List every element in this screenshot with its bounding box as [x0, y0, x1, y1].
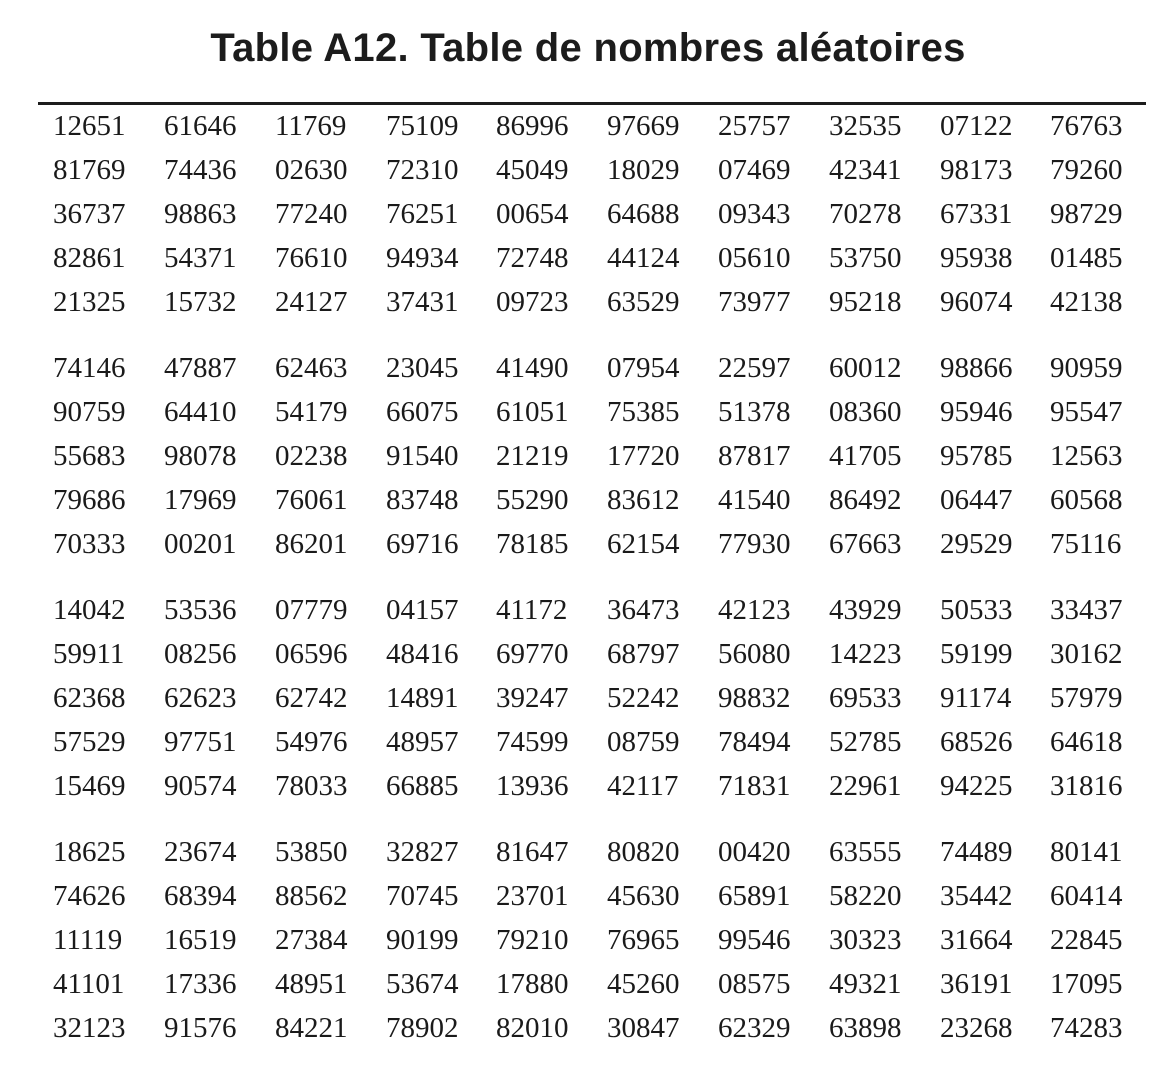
table-row: [0, 830, 1166, 874]
table-cell: 86201: [275, 528, 348, 560]
table-cell: 14891: [386, 682, 459, 714]
table-cell: 69770: [496, 638, 569, 670]
table-row: [0, 148, 1166, 192]
table-cell: 66075: [386, 396, 459, 428]
table-cell: 06596: [275, 638, 348, 670]
table-cell: 08360: [829, 396, 902, 428]
table-cell: 12651: [53, 110, 126, 142]
table-cell: 53536: [164, 594, 237, 626]
table-cell: 42117: [607, 770, 679, 802]
table-cell: 17880: [496, 968, 569, 1000]
table-cell: 41490: [496, 352, 569, 384]
page-title: Table A12. Table de nombres aléatoires: [210, 26, 966, 70]
table-row: [0, 874, 1166, 918]
table-row: [0, 104, 1166, 148]
table-cell: 18029: [607, 154, 680, 186]
table-cell: 90199: [386, 924, 459, 956]
table-cell: 74599: [496, 726, 569, 758]
table-cell: 18625: [53, 836, 126, 868]
table-cell: 70278: [829, 198, 902, 230]
table-cell: 14042: [53, 594, 126, 626]
table-cell: 17969: [164, 484, 237, 516]
table-cell: 75385: [607, 396, 680, 428]
table-cell: 60414: [1050, 880, 1123, 912]
table-cell: 41540: [718, 484, 791, 516]
table-cell: 07779: [275, 594, 348, 626]
table-cell: 77240: [275, 198, 348, 230]
table-cell: 91174: [940, 682, 1012, 714]
table-cell: 84221: [275, 1012, 348, 1044]
table-cell: 22597: [718, 352, 791, 384]
table-cell: 83748: [386, 484, 459, 516]
table-cell: 79686: [53, 484, 126, 516]
table-cell: 11119: [53, 924, 123, 956]
table-cell: 23701: [496, 880, 569, 912]
table-cell: 30323: [829, 924, 902, 956]
table-cell: 41705: [829, 440, 902, 472]
table-cell: 98832: [718, 682, 791, 714]
table-cell: 67331: [940, 198, 1013, 230]
table-cell: 67663: [829, 528, 902, 560]
table-cell: 42123: [718, 594, 791, 626]
table-cell: 17336: [164, 968, 237, 1000]
table-cell: 80820: [607, 836, 680, 868]
table-row: [0, 676, 1166, 720]
table-cell: 54976: [275, 726, 348, 758]
table-cell: 76061: [275, 484, 348, 516]
table-cell: 41101: [53, 968, 125, 1000]
table-cell: 01485: [1050, 242, 1123, 274]
table-cell: 30162: [1050, 638, 1123, 670]
table-cell: 00420: [718, 836, 791, 868]
table-cell: 14223: [829, 638, 902, 670]
table-cell: 00201: [164, 528, 237, 560]
table-cell: 82010: [496, 1012, 569, 1044]
table-cell: 81769: [53, 154, 126, 186]
row-group: [0, 104, 1166, 324]
table-cell: 78494: [718, 726, 791, 758]
table-cell: 69533: [829, 682, 902, 714]
table-cell: 94225: [940, 770, 1013, 802]
table-cell: 29529: [940, 528, 1013, 560]
table-cell: 60012: [829, 352, 902, 384]
table-cell: 02238: [275, 440, 348, 472]
table-cell: 23268: [940, 1012, 1013, 1044]
table-cell: 54371: [164, 242, 237, 274]
table-cell: 36737: [53, 198, 126, 230]
table-cell: 56080: [718, 638, 791, 670]
table-cell: 88562: [275, 880, 348, 912]
table-cell: 68526: [940, 726, 1013, 758]
table-cell: 83612: [607, 484, 680, 516]
table-cell: 07954: [607, 352, 680, 384]
table-cell: 07122: [940, 110, 1013, 142]
table-cell: 59911: [53, 638, 125, 670]
table-cell: 24127: [275, 286, 348, 318]
table-cell: 95785: [940, 440, 1013, 472]
table-cell: 13936: [496, 770, 569, 802]
table-cell: 45049: [496, 154, 569, 186]
table-cell: 65891: [718, 880, 791, 912]
table-cell: 86996: [496, 110, 569, 142]
table-cell: 74146: [53, 352, 126, 384]
table-cell: 04157: [386, 594, 459, 626]
table-cell: 16519: [164, 924, 237, 956]
table-cell: 62742: [275, 682, 348, 714]
table-row: [0, 192, 1166, 236]
table-cell: 63529: [607, 286, 680, 318]
table-cell: 63898: [829, 1012, 902, 1044]
table-row: [0, 236, 1166, 280]
table-cell: 32123: [53, 1012, 126, 1044]
table-cell: 09723: [496, 286, 569, 318]
table-cell: 60568: [1050, 484, 1123, 516]
table-cell: 39247: [496, 682, 569, 714]
table-cell: 78185: [496, 528, 569, 560]
table-cell: 42341: [829, 154, 902, 186]
random-number-table: [0, 104, 1166, 1072]
table-row: [0, 346, 1166, 390]
table-cell: 08759: [607, 726, 680, 758]
table-cell: 90574: [164, 770, 237, 802]
table-cell: 64410: [164, 396, 237, 428]
table-cell: 23045: [386, 352, 459, 384]
table-cell: 51378: [718, 396, 791, 428]
table-cell: 90759: [53, 396, 126, 428]
table-row: [0, 478, 1166, 522]
table-cell: 08256: [164, 638, 237, 670]
table-cell: 62368: [53, 682, 126, 714]
table-cell: 15469: [53, 770, 126, 802]
table-cell: 54179: [275, 396, 348, 428]
table-cell: 76763: [1050, 110, 1123, 142]
table-cell: 68797: [607, 638, 680, 670]
table-cell: 45260: [607, 968, 680, 1000]
table-row: [0, 632, 1166, 676]
table-cell: 61051: [496, 396, 569, 428]
table-cell: 74626: [53, 880, 126, 912]
table-cell: 11769: [275, 110, 347, 142]
table-cell: 98729: [1050, 198, 1123, 230]
table-cell: 78033: [275, 770, 348, 802]
table-cell: 62154: [607, 528, 680, 560]
table-cell: 08575: [718, 968, 791, 1000]
table-cell: 62329: [718, 1012, 791, 1044]
row-group: [0, 346, 1166, 566]
table-cell: 72748: [496, 242, 569, 274]
table-cell: 02630: [275, 154, 348, 186]
table-cell: 90959: [1050, 352, 1123, 384]
table-cell: 43929: [829, 594, 902, 626]
table-cell: 91576: [164, 1012, 237, 1044]
table-cell: 82861: [53, 242, 126, 274]
table-cell: 81647: [496, 836, 569, 868]
table-cell: 27384: [275, 924, 348, 956]
row-group: [0, 830, 1166, 1050]
table-cell: 05610: [718, 242, 791, 274]
table-cell: 52242: [607, 682, 680, 714]
table-cell: 76251: [386, 198, 459, 230]
table-cell: 91540: [386, 440, 459, 472]
table-cell: 50533: [940, 594, 1013, 626]
table-cell: 59199: [940, 638, 1013, 670]
table-cell: 31816: [1050, 770, 1123, 802]
table-cell: 62623: [164, 682, 237, 714]
table-cell: 57529: [53, 726, 126, 758]
table-cell: 36473: [607, 594, 680, 626]
table-cell: 63555: [829, 836, 902, 868]
table-cell: 45630: [607, 880, 680, 912]
table-cell: 97751: [164, 726, 237, 758]
table-cell: 95938: [940, 242, 1013, 274]
table-cell: 97669: [607, 110, 680, 142]
table-cell: 37431: [386, 286, 459, 318]
table-cell: 55290: [496, 484, 569, 516]
table-cell: 42138: [1050, 286, 1123, 318]
table-cell: 66885: [386, 770, 459, 802]
table-cell: 61646: [164, 110, 237, 142]
table-row: [0, 434, 1166, 478]
table-cell: 48957: [386, 726, 459, 758]
table-cell: 76965: [607, 924, 680, 956]
table-cell: 52785: [829, 726, 902, 758]
table-cell: 99546: [718, 924, 791, 956]
table-cell: 98866: [940, 352, 1013, 384]
table-row: [0, 962, 1166, 1006]
table-cell: 22845: [1050, 924, 1123, 956]
table-cell: 62463: [275, 352, 348, 384]
table-cell: 55683: [53, 440, 126, 472]
table-cell: 53850: [275, 836, 348, 868]
table-cell: 72310: [386, 154, 459, 186]
table-cell: 09343: [718, 198, 791, 230]
table-cell: 36191: [940, 968, 1013, 1000]
table-cell: 00654: [496, 198, 569, 230]
table-cell: 87817: [718, 440, 791, 472]
table-cell: 95946: [940, 396, 1013, 428]
table-cell: 48951: [275, 968, 348, 1000]
table-cell: 75116: [1050, 528, 1122, 560]
table-cell: 64688: [607, 198, 680, 230]
table-row: [0, 918, 1166, 962]
table-cell: 12563: [1050, 440, 1123, 472]
table-cell: 74489: [940, 836, 1013, 868]
table-cell: 68394: [164, 880, 237, 912]
table-cell: 25757: [718, 110, 791, 142]
table-cell: 17095: [1050, 968, 1123, 1000]
table-cell: 58220: [829, 880, 902, 912]
table-row: [0, 522, 1166, 566]
table-cell: 80141: [1050, 836, 1123, 868]
table-cell: 15732: [164, 286, 237, 318]
table-cell: 95547: [1050, 396, 1123, 428]
table-cell: 98863: [164, 198, 237, 230]
table-cell: 73977: [718, 286, 791, 318]
table-row: [0, 588, 1166, 632]
table-cell: 21219: [496, 440, 569, 472]
table-cell: 44124: [607, 242, 680, 274]
table-cell: 76610: [275, 242, 348, 274]
table-cell: 64618: [1050, 726, 1123, 758]
table-cell: 74436: [164, 154, 237, 186]
table-row: [0, 390, 1166, 434]
table-row: [0, 280, 1166, 324]
table-cell: 21325: [53, 286, 126, 318]
table-cell: 70745: [386, 880, 459, 912]
table-cell: 23674: [164, 836, 237, 868]
table-cell: 74283: [1050, 1012, 1123, 1044]
table-cell: 32535: [829, 110, 902, 142]
table-cell: 41172: [496, 594, 568, 626]
table-cell: 35442: [940, 880, 1013, 912]
table-cell: 30847: [607, 1012, 680, 1044]
table-cell: 77930: [718, 528, 791, 560]
table-cell: 53750: [829, 242, 902, 274]
table-cell: 17720: [607, 440, 680, 472]
table-row: [0, 764, 1166, 808]
table-cell: 79260: [1050, 154, 1123, 186]
table-cell: 78902: [386, 1012, 459, 1044]
table-cell: 31664: [940, 924, 1013, 956]
table-cell: 47887: [164, 352, 237, 384]
table-cell: 22961: [829, 770, 902, 802]
table-cell: 69716: [386, 528, 459, 560]
table-cell: 32827: [386, 836, 459, 868]
table-cell: 95218: [829, 286, 902, 318]
table-cell: 07469: [718, 154, 791, 186]
table-cell: 57979: [1050, 682, 1123, 714]
table-cell: 96074: [940, 286, 1013, 318]
table-cell: 86492: [829, 484, 902, 516]
row-group: [0, 588, 1166, 808]
table-cell: 79210: [496, 924, 569, 956]
table-cell: 75109: [386, 110, 459, 142]
table-cell: 70333: [53, 528, 126, 560]
table-cell: 06447: [940, 484, 1013, 516]
table-row: [0, 1006, 1166, 1050]
table-cell: 49321: [829, 968, 902, 1000]
table-cell: 33437: [1050, 594, 1123, 626]
table-cell: 94934: [386, 242, 459, 274]
table-row: [0, 720, 1166, 764]
table-cell: 53674: [386, 968, 459, 1000]
table-cell: 98173: [940, 154, 1013, 186]
table-cell: 71831: [718, 770, 791, 802]
table-cell: 98078: [164, 440, 237, 472]
table-cell: 48416: [386, 638, 459, 670]
